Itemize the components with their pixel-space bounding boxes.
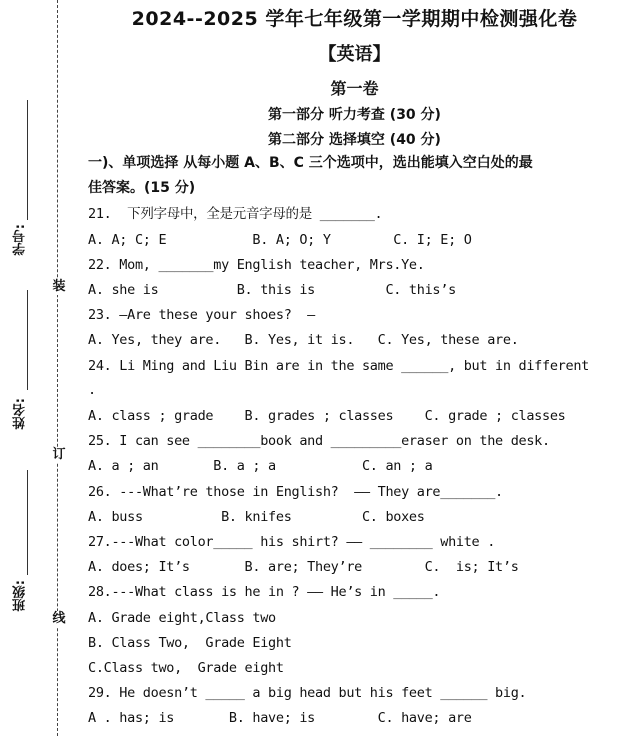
binding-char-ding: 订 xyxy=(52,447,66,462)
options-line: A. Yes, they are. B. Yes, it is. C. Yes, these are. xyxy=(88,332,519,348)
options-line: B. Class Two, Grade Eight xyxy=(88,635,292,651)
options-line: C.Class two, Grade eight xyxy=(88,660,284,676)
options-line: A. class ; grade B. grades ; classes C. grade ; classes xyxy=(88,408,566,424)
question-line: 23. —Are these your shoes? — xyxy=(88,307,316,323)
question-line: 26. ---What’re those in English? —— They are_______. xyxy=(88,484,503,500)
binding-margin xyxy=(0,0,80,736)
exam-subject: 【英语】 xyxy=(318,44,391,65)
binding-char-xian: 线 xyxy=(52,611,66,626)
question-line: 29. He doesn’t _____ a big head but his feet ______ big. xyxy=(88,685,527,701)
options-line: A. buss B. knifes C. boxes xyxy=(88,509,425,525)
binding-char-zhuang: 装 xyxy=(52,279,66,294)
class-blank xyxy=(27,470,28,575)
options-line: A. she is B. this is C. this’s xyxy=(88,282,456,298)
name-label: 姓名: xyxy=(13,398,28,430)
options-line: A. Grade eight,Class two xyxy=(88,610,276,626)
part2-title: 第二部分 选择填空 (40 分) xyxy=(268,132,441,148)
part1-title: 第一部分 听力考查 (30 分) xyxy=(268,107,441,123)
exam-title: 2024--2025 学年七年级第一学期期中检测强化卷 xyxy=(131,8,578,30)
volume-title: 第一卷 xyxy=(330,79,379,98)
options-line: A. does; It’s B. are; They’re C. is; It’s xyxy=(88,559,519,575)
options-line: A. a ; an B. a ; a C. an ; a xyxy=(88,458,433,474)
question-line: 25. I can see ________book and _________eraser on the desk. xyxy=(88,433,550,449)
question-line-continued: . xyxy=(88,382,96,398)
question-line: 24. Li Ming and Liu Bin are in the same ______, but in different xyxy=(88,358,589,374)
options-line: A . has; is B. have; is C. have; are xyxy=(88,710,472,726)
question-line: 22. Mom, _______my English teacher, Mrs.Ye. xyxy=(88,257,425,273)
section-heading-line2: 佳答案。(15 分) xyxy=(88,180,196,196)
options-line: A. A; C; E B. A; O; Y C. I; E; O xyxy=(88,232,472,248)
section-heading-line1: 一)、单项选择 从每小题 A、B、C 三个选项中，选出能填入空白处的最 xyxy=(88,155,533,171)
student-id-label: 学号: xyxy=(13,224,28,256)
question-line: 27.---What color_____ his shirt? —— ________ white . xyxy=(88,534,496,550)
class-label: 班级: xyxy=(13,580,28,612)
question-line: 21. 下列字母中，全是元音字母的是 _______. xyxy=(88,206,383,222)
name-blank xyxy=(27,290,28,390)
question-line: 28.---What class is he in ? —— He’s in _____. xyxy=(88,584,441,600)
student-id-blank xyxy=(27,100,28,220)
